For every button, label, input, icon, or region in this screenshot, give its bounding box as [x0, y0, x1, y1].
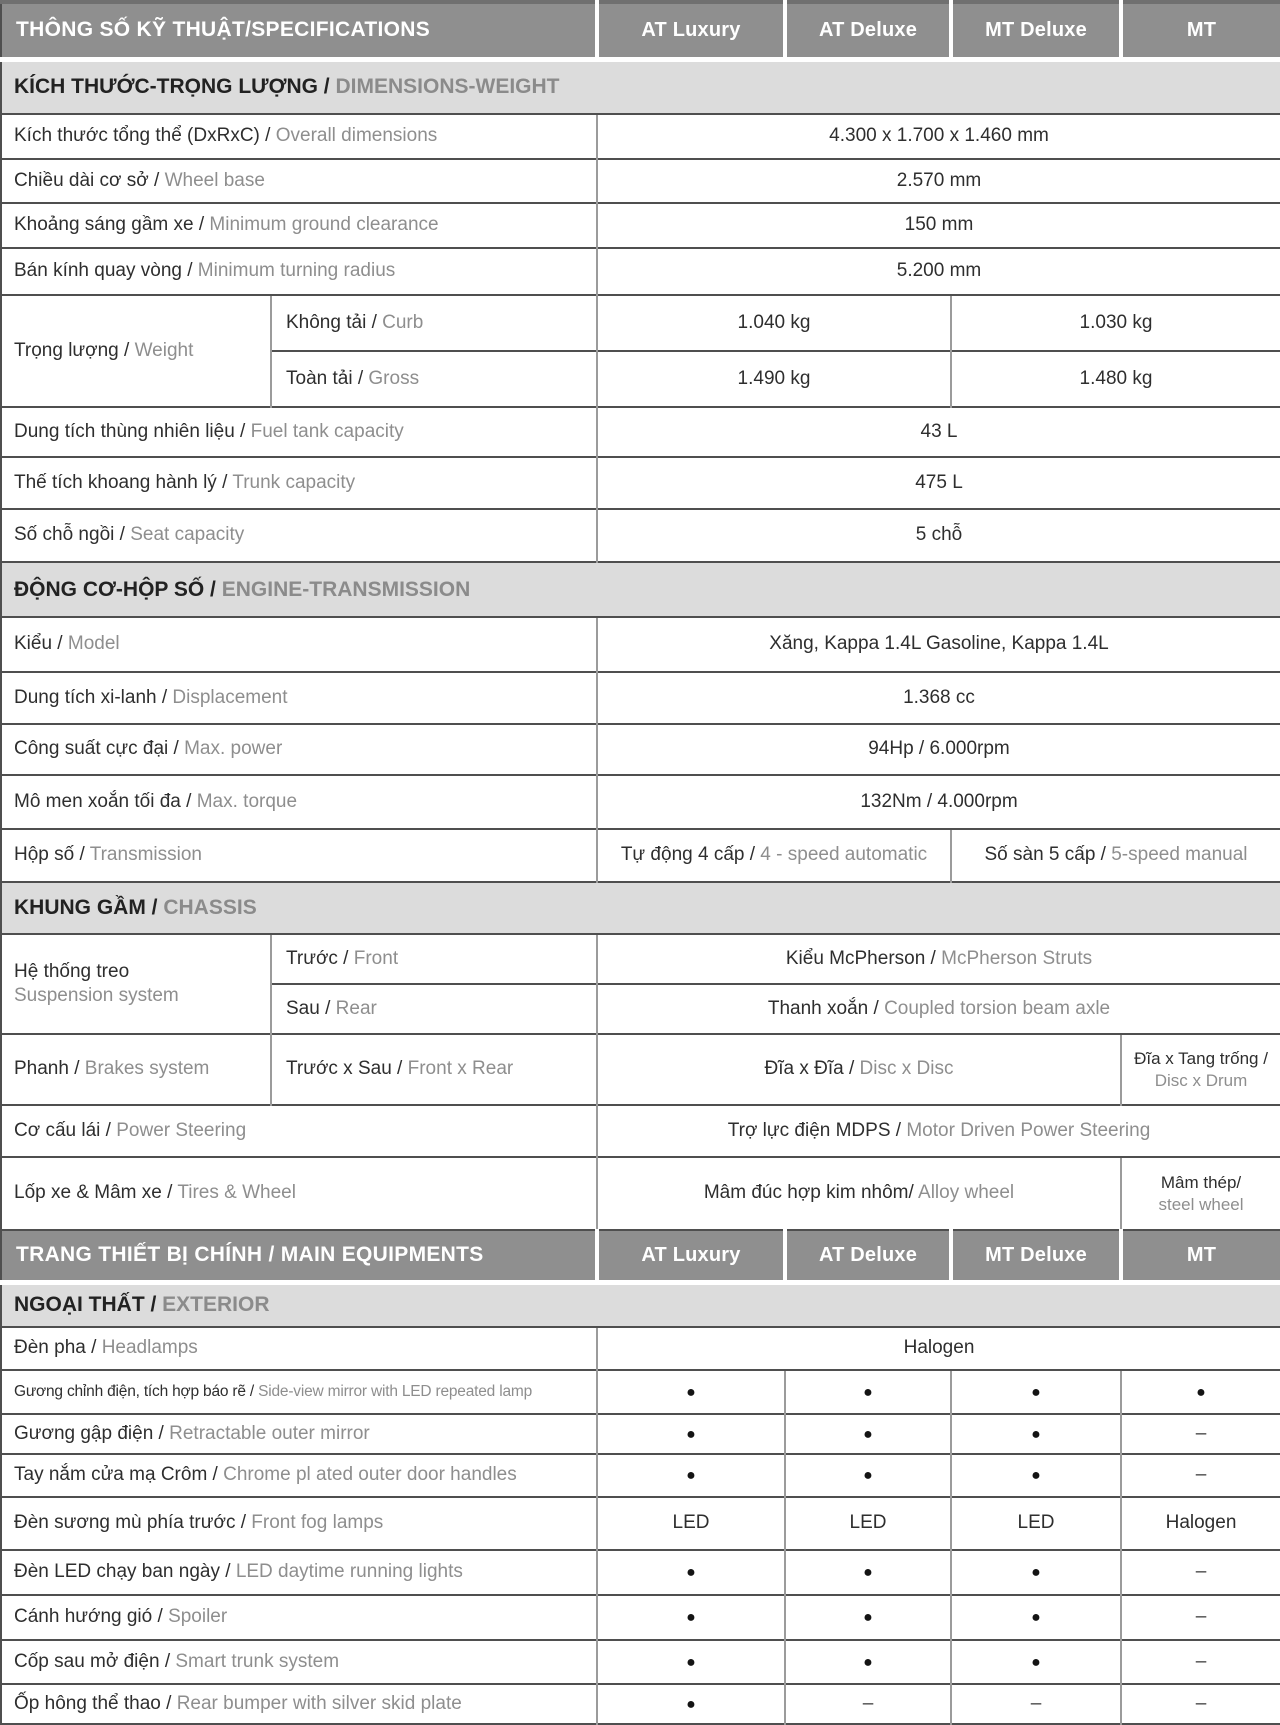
value-cell — [597, 114, 1280, 159]
section-title — [1, 1282, 1280, 1327]
spec-label-spoiler — [1, 1595, 597, 1640]
value-cell — [597, 509, 1280, 562]
text-vi: Số sàn 5 cấp / — [984, 844, 1106, 866]
spec-row-max-power — [1, 724, 1280, 775]
section-title — [1, 882, 1280, 934]
text-vi: ĐỘNG CƠ-HỘP SỐ / — [14, 577, 216, 601]
spec-row-overall-dimensions — [1, 114, 1280, 159]
value-cell — [951, 1497, 1121, 1550]
spec-row-front-fog-lamps — [1, 1497, 1280, 1550]
spec-label-suspension-system — [1, 934, 271, 1034]
value-cell — [951, 295, 1280, 351]
value-cell — [597, 1684, 785, 1724]
text-vi: Không tải / — [286, 311, 377, 333]
text-en: Headlamps — [101, 1337, 198, 1359]
spec-label-power-steering — [1, 1105, 597, 1157]
text-vi: Dung tích xi-lanh / — [14, 686, 168, 708]
value-cell — [951, 1640, 1121, 1684]
column-header-mt-deluxe: MT Deluxe — [951, 1230, 1121, 1282]
text-vi: Hệ thống treo — [14, 961, 130, 983]
value-cell — [597, 775, 1280, 829]
equipped-dot-icon: ● — [686, 1425, 696, 1443]
spec-label-displacement — [1, 672, 597, 724]
spec-row-minimum-turning-radius — [1, 248, 1280, 295]
value-cell — [597, 1550, 785, 1595]
spec-label-max-torque — [1, 775, 597, 829]
spec-row-front — [1, 934, 1280, 984]
text-en: Disc x Drum — [1154, 1070, 1248, 1090]
text-en: Wheel base — [164, 169, 265, 191]
text-en: Fuel tank capacity — [250, 420, 404, 442]
text-en: Max. power — [184, 738, 283, 760]
text-vi: Halogen — [1165, 1512, 1237, 1534]
equipped-dot-icon: ● — [863, 1467, 873, 1485]
column-header-at-luxury: AT Luxury — [597, 2, 785, 59]
value-cell — [597, 1497, 785, 1550]
spec-row-led-daytime-running-lights — [1, 1550, 1280, 1595]
text-vi: Toàn tải / — [286, 367, 364, 389]
text-vi: 132Nm / 4.000rpm — [860, 790, 1018, 812]
text-vi: 43 L — [920, 420, 958, 442]
text-en: Gross — [368, 367, 420, 389]
text-en: CHASSIS — [163, 896, 257, 919]
value-cell — [785, 1370, 951, 1414]
equipped-dot-icon: ● — [863, 1609, 873, 1627]
text-vi: 150 mm — [904, 214, 974, 236]
table-title: TRANG THIẾT BỊ CHÍNH / MAIN EQUIPMENTS — [1, 1230, 597, 1282]
spec-label-model — [1, 617, 597, 672]
value-cell — [597, 1105, 1280, 1157]
spec-row-spoiler — [1, 1595, 1280, 1640]
not-available-dash: – — [1195, 1422, 1207, 1444]
text-en: 5-speed manual — [1111, 844, 1248, 866]
text-vi: Gương gập điện / — [14, 1422, 164, 1444]
text-en: ENGINE-TRANSMISSION — [221, 577, 471, 601]
not-available-dash: – — [1195, 1464, 1207, 1486]
equipped-dot-icon: ● — [1031, 1609, 1041, 1627]
value-cell — [785, 1414, 951, 1454]
value-cell — [1121, 1414, 1280, 1454]
value-cell — [597, 984, 1280, 1034]
equipped-dot-icon: ● — [686, 1467, 696, 1485]
text-vi: 1.368 cc — [903, 686, 975, 708]
equipped-dot-icon: ● — [686, 1383, 696, 1401]
spec-row-max-torque — [1, 775, 1280, 829]
text-en: Coupled torsion beam axle — [884, 997, 1111, 1019]
text-vi: KHUNG GẦM / — [14, 896, 158, 919]
text-vi: Xăng, Kappa 1.4L Gasoline, Kappa 1.4L — [769, 633, 1109, 655]
text-vi: LED — [672, 1512, 710, 1534]
text-en: Retractable outer mirror — [169, 1422, 370, 1444]
text-en: Motor Driven Power Steering — [906, 1119, 1151, 1141]
spec-sublabel-front — [271, 934, 597, 984]
equipped-dot-icon: ● — [686, 1609, 696, 1627]
text-vi: 2.570 mm — [896, 169, 982, 191]
spec-label-led-daytime-running-lights — [1, 1550, 597, 1595]
text-vi: Bán kính quay vòng / — [14, 260, 193, 282]
text-vi: Cánh hướng gió / — [14, 1606, 163, 1628]
spec-row-brakes-system — [1, 1034, 1280, 1105]
text-vi: Mâm đúc hợp kim nhôm/ — [703, 1182, 914, 1204]
equipped-dot-icon: ● — [1196, 1383, 1206, 1401]
text-vi: Halogen — [903, 1337, 975, 1359]
value-cell — [951, 1454, 1121, 1497]
text-vi: Đèn pha / — [14, 1337, 97, 1359]
text-vi: Phanh / — [14, 1058, 80, 1080]
text-vi: Đèn sương mù phía trước / — [14, 1512, 246, 1534]
text-en: Weight — [134, 339, 194, 361]
equipped-dot-icon: ● — [1031, 1425, 1041, 1443]
spec-label-max-power — [1, 724, 597, 775]
spec-row-seat-capacity — [1, 509, 1280, 562]
value-cell — [597, 159, 1280, 203]
value-cell — [785, 1684, 951, 1724]
spec-label-tires-wheel — [1, 1157, 597, 1230]
value-cell — [1121, 1034, 1280, 1105]
value-cell — [951, 1550, 1121, 1595]
value-cell — [1121, 1684, 1280, 1724]
text-vi: NGOẠI THẤT / — [14, 1293, 157, 1317]
spec-label-rear-bumper-with-silver-skid-plate — [1, 1684, 597, 1724]
text-en: Front fog lamps — [251, 1512, 384, 1534]
text-vi: Ốp hông thể thao / — [14, 1692, 172, 1714]
text-en: Minimum ground clearance — [209, 214, 439, 236]
text-vi: Kiểu McPherson / — [785, 947, 936, 969]
text-vi: Mâm thép/ — [1160, 1173, 1242, 1193]
text-en: Disc x Disc — [859, 1058, 954, 1080]
text-en: Power Steering — [116, 1119, 247, 1141]
value-cell — [1121, 1454, 1280, 1497]
text-vi: Công suất cực đại / — [14, 738, 179, 760]
value-cell — [597, 457, 1280, 509]
not-available-dash: – — [1195, 1561, 1207, 1583]
text-vi: Cơ cấu lái / — [14, 1119, 111, 1141]
section-dimensions-weight — [1, 59, 1280, 114]
spec-row-retractable-outer-mirror — [1, 1414, 1280, 1454]
text-vi: Sau / — [286, 997, 331, 1019]
spec-row-tires-wheel — [1, 1157, 1280, 1230]
text-vi: Mô men xoắn tối đa / — [14, 790, 192, 812]
text-vi: Lốp xe & Mâm xe / — [14, 1182, 173, 1204]
text-en: Suspension system — [14, 985, 179, 1006]
equipped-dot-icon: ● — [863, 1425, 873, 1443]
text-vi: Tự động 4 cấp / — [620, 844, 756, 866]
text-vi: Số chỗ ngồi / — [14, 524, 125, 546]
spec-label-transmission — [1, 829, 597, 882]
text-vi: Kiểu / — [14, 633, 63, 655]
equipped-dot-icon: ● — [686, 1564, 696, 1582]
text-en: Spoiler — [168, 1606, 228, 1628]
text-vi: Khoảng sáng gầm xe / — [14, 214, 205, 236]
value-cell — [951, 1370, 1121, 1414]
spec-label-retractable-outer-mirror — [1, 1414, 597, 1454]
section-title — [1, 59, 1280, 114]
text-en: Smart trunk system — [175, 1650, 340, 1672]
value-cell — [597, 295, 951, 351]
value-cell — [597, 1034, 1121, 1105]
text-vi: 5 chỗ — [915, 524, 963, 546]
spec-label-chrome-pl-ated-outer-door-handles — [1, 1454, 597, 1497]
value-cell — [785, 1454, 951, 1497]
spec-label-brakes-system — [1, 1034, 271, 1105]
spec-label-weight — [1, 295, 271, 407]
text-en: Rear — [335, 997, 377, 1019]
spec-row-headlamps — [1, 1327, 1280, 1370]
value-cell — [785, 1497, 951, 1550]
value-cell — [597, 1595, 785, 1640]
text-en: Model — [67, 633, 120, 655]
spec-row-rear-bumper-with-silver-skid-plate — [1, 1684, 1280, 1724]
section-exterior — [1, 1282, 1280, 1327]
text-vi: Trọng lượng / — [14, 339, 130, 361]
spec-label-front-fog-lamps — [1, 1497, 597, 1550]
value-cell — [785, 1595, 951, 1640]
text-vi: 94Hp / 6.000rpm — [868, 738, 1010, 760]
not-available-dash: – — [1030, 1692, 1042, 1714]
spec-row-power-steering — [1, 1105, 1280, 1157]
column-header-at-deluxe: AT Deluxe — [785, 2, 951, 59]
column-header-at-luxury: AT Luxury — [597, 1230, 785, 1282]
spec-sublabel-front-x-rear — [271, 1034, 597, 1105]
spec-sublabel-rear — [271, 984, 597, 1034]
value-cell — [785, 1640, 951, 1684]
spec-sublabel-gross — [271, 351, 597, 407]
value-cell — [597, 248, 1280, 295]
value-cell — [597, 617, 1280, 672]
value-cell — [597, 724, 1280, 775]
value-cell — [597, 1157, 1121, 1230]
text-vi: LED — [1017, 1512, 1055, 1534]
text-vi: Trước / — [286, 947, 349, 969]
not-available-dash: – — [1195, 1692, 1207, 1714]
spec-row-trunk-capacity — [1, 457, 1280, 509]
spec-row-smart-trunk-system — [1, 1640, 1280, 1684]
text-vi: Hộp số / — [14, 844, 85, 866]
value-cell — [597, 1370, 785, 1414]
value-cell — [951, 351, 1280, 407]
value-cell — [597, 1327, 1280, 1370]
text-vi: Đĩa x Đĩa / — [764, 1058, 855, 1080]
text-vi: 1.490 kg — [737, 367, 811, 389]
text-en: Minimum turning radius — [197, 260, 396, 282]
spec-label-smart-trunk-system — [1, 1640, 597, 1684]
text-vi: Gương chỉnh điện, tích hợp báo rẽ / — [14, 1382, 254, 1400]
text-en: Max. torque — [196, 790, 298, 812]
not-available-dash: – — [1195, 1606, 1207, 1628]
text-vi: Chiều dài cơ sở / — [14, 169, 160, 191]
equipped-dot-icon: ● — [863, 1653, 873, 1671]
value-cell — [951, 829, 1280, 882]
text-vi: 5.200 mm — [896, 260, 982, 282]
value-cell — [951, 1595, 1121, 1640]
spec-label-overall-dimensions — [1, 114, 597, 159]
spec-row-transmission — [1, 829, 1280, 882]
text-en: Overall dimensions — [275, 125, 438, 147]
equipped-dot-icon: ● — [1031, 1383, 1041, 1401]
value-cell — [597, 1454, 785, 1497]
spec-row-fuel-tank-capacity — [1, 407, 1280, 457]
spec-label-seat-capacity — [1, 509, 597, 562]
variant-header-row — [1, 2, 1280, 59]
variant-header-row — [1, 1230, 1280, 1282]
value-cell — [1121, 1497, 1280, 1550]
text-vi: 1.030 kg — [1079, 311, 1153, 333]
text-vi: Đĩa x Tang trống / — [1134, 1049, 1268, 1069]
text-en: Transmission — [89, 844, 202, 866]
spec-label-wheel-base — [1, 159, 597, 203]
column-header-mt: MT — [1121, 1230, 1280, 1282]
not-available-dash: – — [862, 1692, 874, 1714]
text-vi: Đèn LED chạy ban ngày / — [14, 1561, 231, 1583]
text-en: Front x Rear — [407, 1058, 514, 1080]
text-vi: Thế tích khoang hành lý / — [14, 471, 228, 493]
text-en: Tires & Wheel — [177, 1182, 296, 1204]
spec-row-model — [1, 617, 1280, 672]
text-en: McPherson Struts — [941, 947, 1093, 969]
text-vi: Kích thước tổng thể (DxRxC) / — [14, 125, 271, 147]
spec-row-minimum-ground-clearance — [1, 203, 1280, 248]
spec-row-wheel-base — [1, 159, 1280, 203]
value-cell — [597, 672, 1280, 724]
spec-row-displacement — [1, 672, 1280, 724]
text-en: LED daytime running lights — [235, 1561, 463, 1583]
value-cell — [597, 203, 1280, 248]
spec-label-side-view-mirror-with-led-repeated-lamp — [1, 1370, 597, 1414]
value-cell — [1121, 1370, 1280, 1414]
column-header-mt-deluxe: MT Deluxe — [951, 2, 1121, 59]
value-cell — [597, 407, 1280, 457]
spec-row-side-view-mirror-with-led-repeated-lamp — [1, 1370, 1280, 1414]
text-vi: LED — [849, 1512, 887, 1534]
spec-row-chrome-pl-ated-outer-door-handles — [1, 1454, 1280, 1497]
text-en: DIMENSIONS-WEIGHT — [335, 75, 560, 99]
text-vi: Dung tích thùng nhiên liệu / — [14, 420, 246, 442]
spec-sublabel-curb — [271, 295, 597, 351]
equipped-dot-icon: ● — [1031, 1467, 1041, 1485]
value-cell — [1121, 1157, 1280, 1230]
section-chassis — [1, 882, 1280, 934]
text-vi: 1.480 kg — [1079, 367, 1153, 389]
value-cell — [597, 1640, 785, 1684]
text-vi: 1.040 kg — [737, 311, 811, 333]
column-header-at-deluxe: AT Deluxe — [785, 1230, 951, 1282]
text-en: Chrome pl ated outer door handles — [223, 1464, 517, 1486]
spec-label-headlamps — [1, 1327, 597, 1370]
text-vi: Thanh xoắn / — [767, 997, 879, 1019]
text-en: 4 - speed automatic — [760, 844, 928, 866]
text-en: Alloy wheel — [918, 1182, 1015, 1204]
text-en: Curb — [382, 311, 424, 333]
value-cell — [597, 1414, 785, 1454]
text-en: Side-view mirror with LED repeated lamp — [258, 1382, 532, 1400]
section-engine-transmission — [1, 562, 1280, 617]
text-en: steel wheel — [1158, 1194, 1244, 1214]
text-en: Seat capacity — [130, 524, 245, 546]
text-en: Trunk capacity — [232, 471, 356, 493]
value-cell — [951, 1684, 1121, 1724]
equipped-dot-icon: ● — [863, 1383, 873, 1401]
text-vi: Trợ lực điện MDPS / — [727, 1119, 902, 1141]
equipped-dot-icon: ● — [686, 1653, 696, 1671]
value-cell — [1121, 1550, 1280, 1595]
table-title: THÔNG SỐ KỸ THUẬT/SPECIFICATIONS — [1, 2, 597, 59]
spec-label-fuel-tank-capacity — [1, 407, 597, 457]
text-en: Displacement — [172, 686, 288, 708]
text-en: Front — [353, 947, 399, 969]
section-title — [1, 562, 1280, 617]
value-cell — [785, 1550, 951, 1595]
specifications-table-body — [1, 2, 1280, 1724]
not-available-dash: – — [1195, 1650, 1207, 1672]
value-cell — [597, 934, 1280, 984]
value-cell — [597, 351, 951, 407]
text-vi: 475 L — [915, 471, 963, 493]
spec-label-minimum-turning-radius — [1, 248, 597, 295]
value-cell — [1121, 1595, 1280, 1640]
spec-label-minimum-ground-clearance — [1, 203, 597, 248]
value-cell — [951, 1414, 1121, 1454]
equipped-dot-icon: ● — [1031, 1564, 1041, 1582]
text-vi: Trước x Sau / — [286, 1058, 403, 1080]
spec-row-curb — [1, 295, 1280, 351]
text-vi: Cốp sau mở điện / — [14, 1650, 171, 1672]
equipped-dot-icon: ● — [686, 1695, 696, 1713]
text-en: Rear bumper with silver skid plate — [176, 1692, 462, 1714]
text-en: Brakes system — [84, 1058, 210, 1080]
equipped-dot-icon: ● — [1031, 1653, 1041, 1671]
value-cell — [597, 829, 951, 882]
text-vi: KÍCH THƯỚC-TRỌNG LƯỢNG / — [14, 75, 330, 99]
spec-label-trunk-capacity — [1, 457, 597, 509]
equipped-dot-icon: ● — [863, 1564, 873, 1582]
text-vi: 4.300 x 1.700 x 1.460 mm — [829, 125, 1049, 147]
value-cell — [1121, 1640, 1280, 1684]
text-en: EXTERIOR — [162, 1293, 270, 1317]
text-vi: Tay nắm cửa mạ Crôm / — [14, 1464, 218, 1486]
column-header-mt: MT — [1121, 2, 1280, 59]
